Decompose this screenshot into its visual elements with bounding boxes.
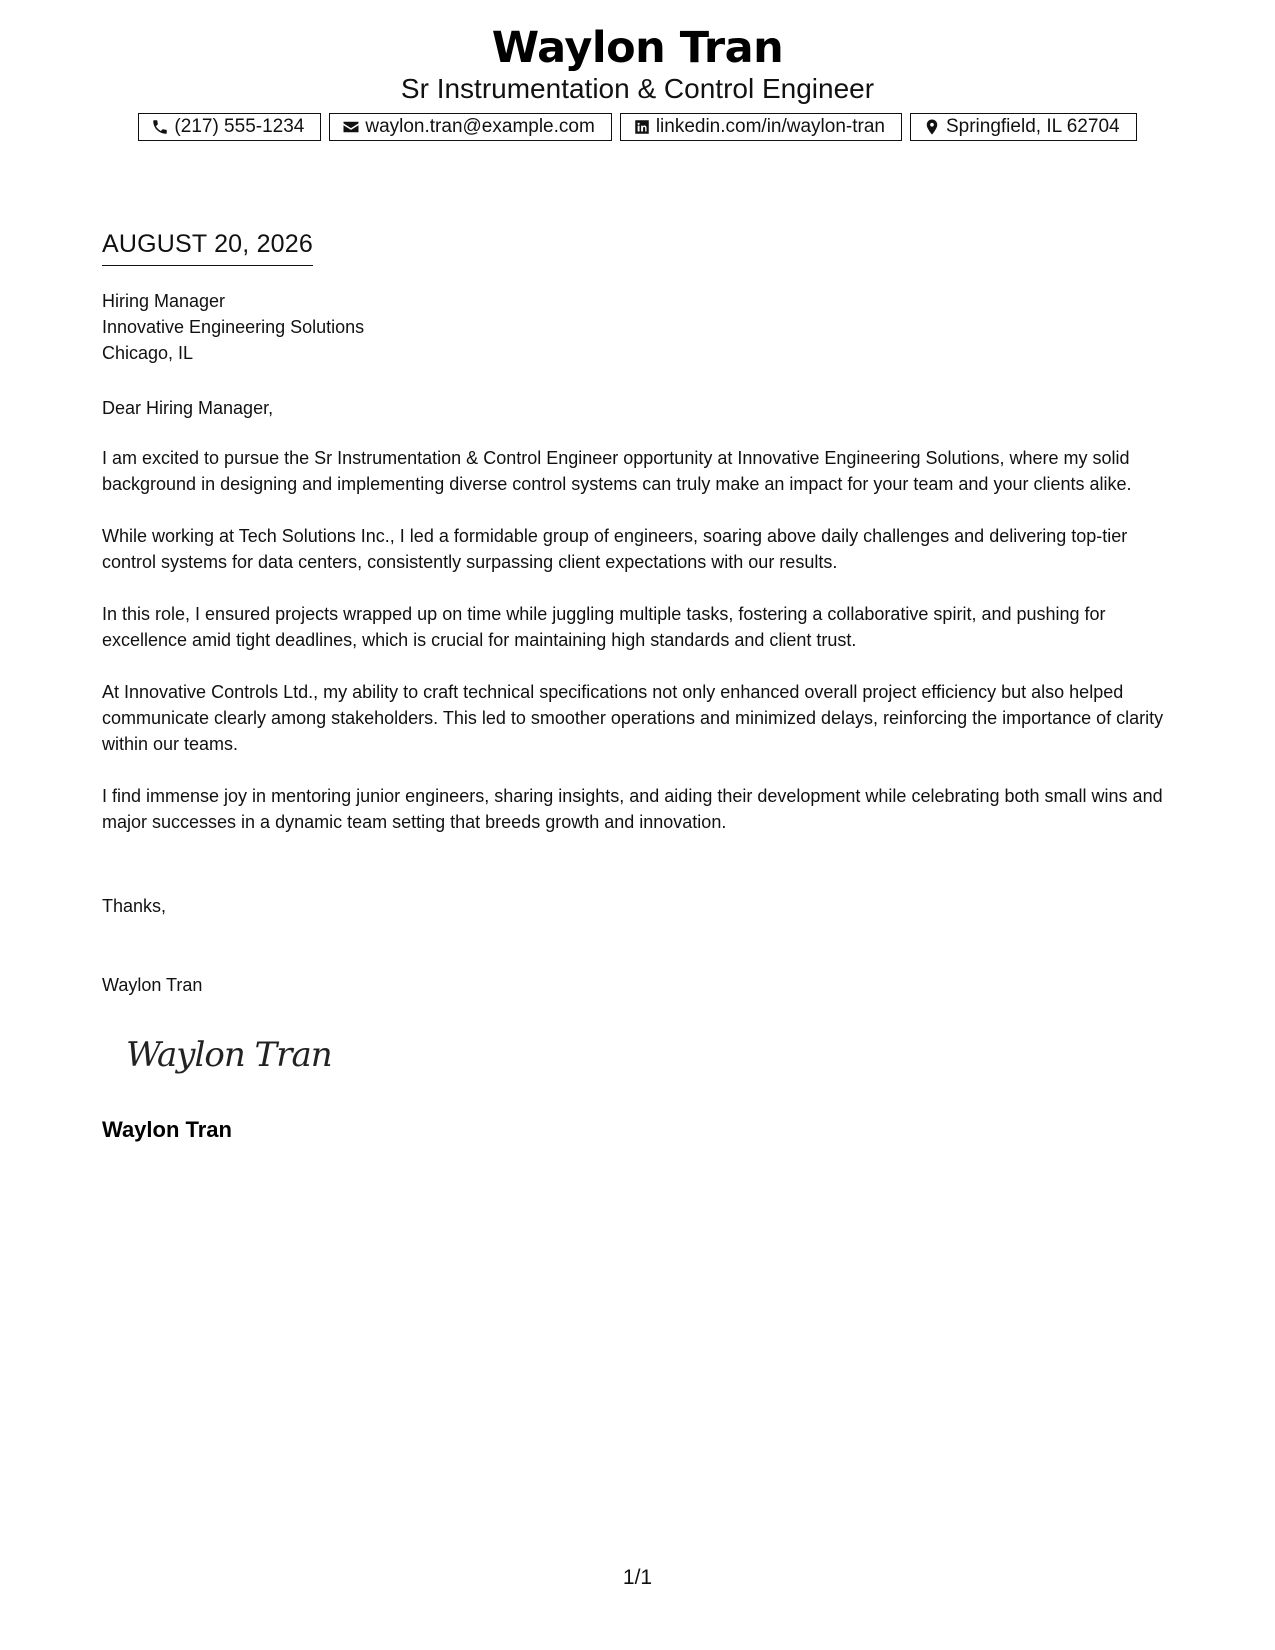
letter-date: AUGUST 20, 2026 — [102, 229, 313, 266]
applicant-name: Waylon Tran — [491, 23, 784, 73]
contact-phone[interactable] — [138, 113, 321, 141]
closing: Thanks, — [102, 896, 167, 916]
signature-text: Waylon Tran — [126, 1035, 332, 1075]
signature-image — [122, 1024, 342, 1084]
email-text: waylon.tran@example.com — [365, 116, 595, 137]
map-pin-icon — [923, 118, 941, 136]
phone-text: (217) 555-1234 — [174, 116, 305, 137]
job-title: Sr Instrumentation & Control Engineer — [400, 73, 875, 104]
contact-location[interactable] — [910, 113, 1137, 141]
linkedin-text: linkedin.com/in/waylon-tran — [655, 116, 885, 137]
body-paragraph: At Innovative Controls Ltd., my ability to craft technical specifications not only enhanced overall project efficiency but also helped communicate clearly among stakeholders. This led to smoother operations and minimized delays, reinforcing the importance of clarity within our teams. — [102, 682, 1164, 754]
recipient-line: Hiring Manager — [102, 291, 226, 311]
phone-icon — [151, 118, 169, 136]
location-text: Springfield, IL 62704 — [945, 116, 1120, 137]
linkedin-icon — [633, 118, 651, 136]
envelope-icon — [342, 118, 360, 136]
letter-header — [0, 22, 1275, 106]
contact-email[interactable] — [329, 113, 611, 141]
body-paragraph: While working at Tech Solutions Inc., I led a formidable group of engineers, soaring above daily challenges and delivering top-tier control systems for data centers, consistently surpassing client expectations with our results. — [102, 526, 1128, 572]
signer-name: Waylon Tran — [102, 1117, 232, 1142]
contact-linkedin[interactable] — [620, 113, 902, 141]
page-number: 1/1 — [622, 1566, 653, 1589]
recipient-block — [102, 288, 364, 366]
recipient-line: Chicago, IL — [102, 343, 194, 363]
body-paragraph: I am excited to pursue the Sr Instrumentation & Control Engineer opportunity at Innovative Engineering Solutions, where my solid background in designing and implementing diverse control systems can truly make an impact for your team and your clients alike. — [102, 448, 1132, 494]
contact-bar — [0, 113, 1275, 141]
salutation: Dear Hiring Manager, — [102, 398, 274, 418]
body-paragraph: In this role, I ensured projects wrapped up on time while juggling multiple tasks, fostering a collaborative spirit, and pushing for excellence amid tight deadlines, which is crucial for maintaining high standards and client trust. — [102, 604, 1106, 650]
typed-name: Waylon Tran — [102, 975, 203, 995]
recipient-line: Innovative Engineering Solutions — [102, 317, 365, 337]
letter-body — [102, 395, 1177, 861]
body-paragraph: I find immense joy in mentoring junior engineers, sharing insights, and aiding their development while celebrating both small wins and major successes in a dynamic team setting that breeds growth and innovation. — [102, 786, 1163, 832]
